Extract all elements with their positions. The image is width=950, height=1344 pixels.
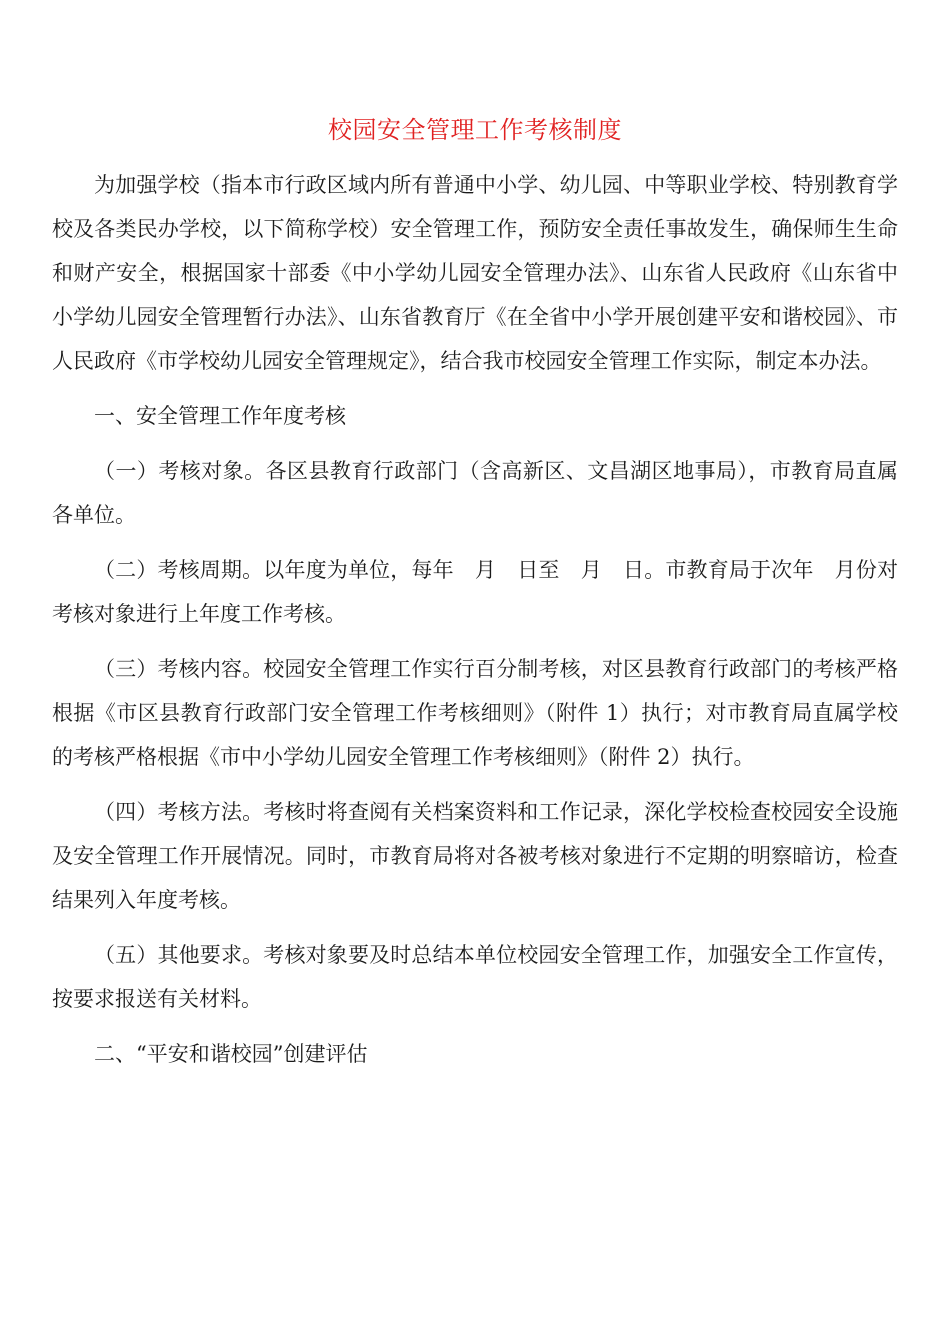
paragraph-item-2: （二）考核周期。以年度为单位，每年 月 日至 月 日。市教育局于次年 月份对考核对象进行上年度工作考核。: [52, 558, 898, 626]
paragraph-item-3: （三）考核内容。校园安全管理工作实行百分制考核，对区县教育行政部门的考核严格根据《市区县教育行政部门安全管理工作考核细则》（附件 1）执行；对市教育局直属学校的考核严格根据《市中小学幼儿园安全管理工作考核细则》（附件 2）执行。: [52, 657, 898, 769]
section-heading-2: 二、“平安和谐校园”创建评估: [94, 1042, 368, 1066]
document-title: 校园安全管理工作考核制度: [328, 116, 622, 144]
document-body: [52, 163, 898, 1087]
paragraph-intro: 为加强学校（指本市行政区域内所有普通中小学、幼儿园、中等职业学校、特别教育学校及各类民办学校，以下简称学校）安全管理工作，预防安全责任事故发生，确保师生生命和财产安全，根据国家十部委《中小学幼儿园安全管理办法》、山东省人民政府《山东省中小学幼儿园安全管理暂行办法》、山东省教育厅《在全省中小学开展创建平安和谐校园》、市人民政府《市学校幼儿园安全管理规定》，结合我市校园安全管理工作实际，制定本办法。: [52, 173, 898, 373]
paragraph-item-5: （五）其他要求。考核对象要及时总结本单位校园安全管理工作，加强安全工作宣传，按要求报送有关材料。: [52, 943, 898, 1011]
section-heading-1: 一、安全管理工作年度考核: [94, 404, 346, 428]
paragraph-item-1: （一）考核对象。各区县教育行政部门（含高新区、文昌湖区地事局），市教育局直属各单位。: [52, 459, 898, 527]
paragraph-item-4: （四）考核方法。考核时将查阅有关档案资料和工作记录，深化学校检查校园安全设施及安全管理工作开展情况。同时，市教育局将对各被考核对象进行不定期的明察暗访，检查结果列入年度考核。: [52, 800, 898, 912]
